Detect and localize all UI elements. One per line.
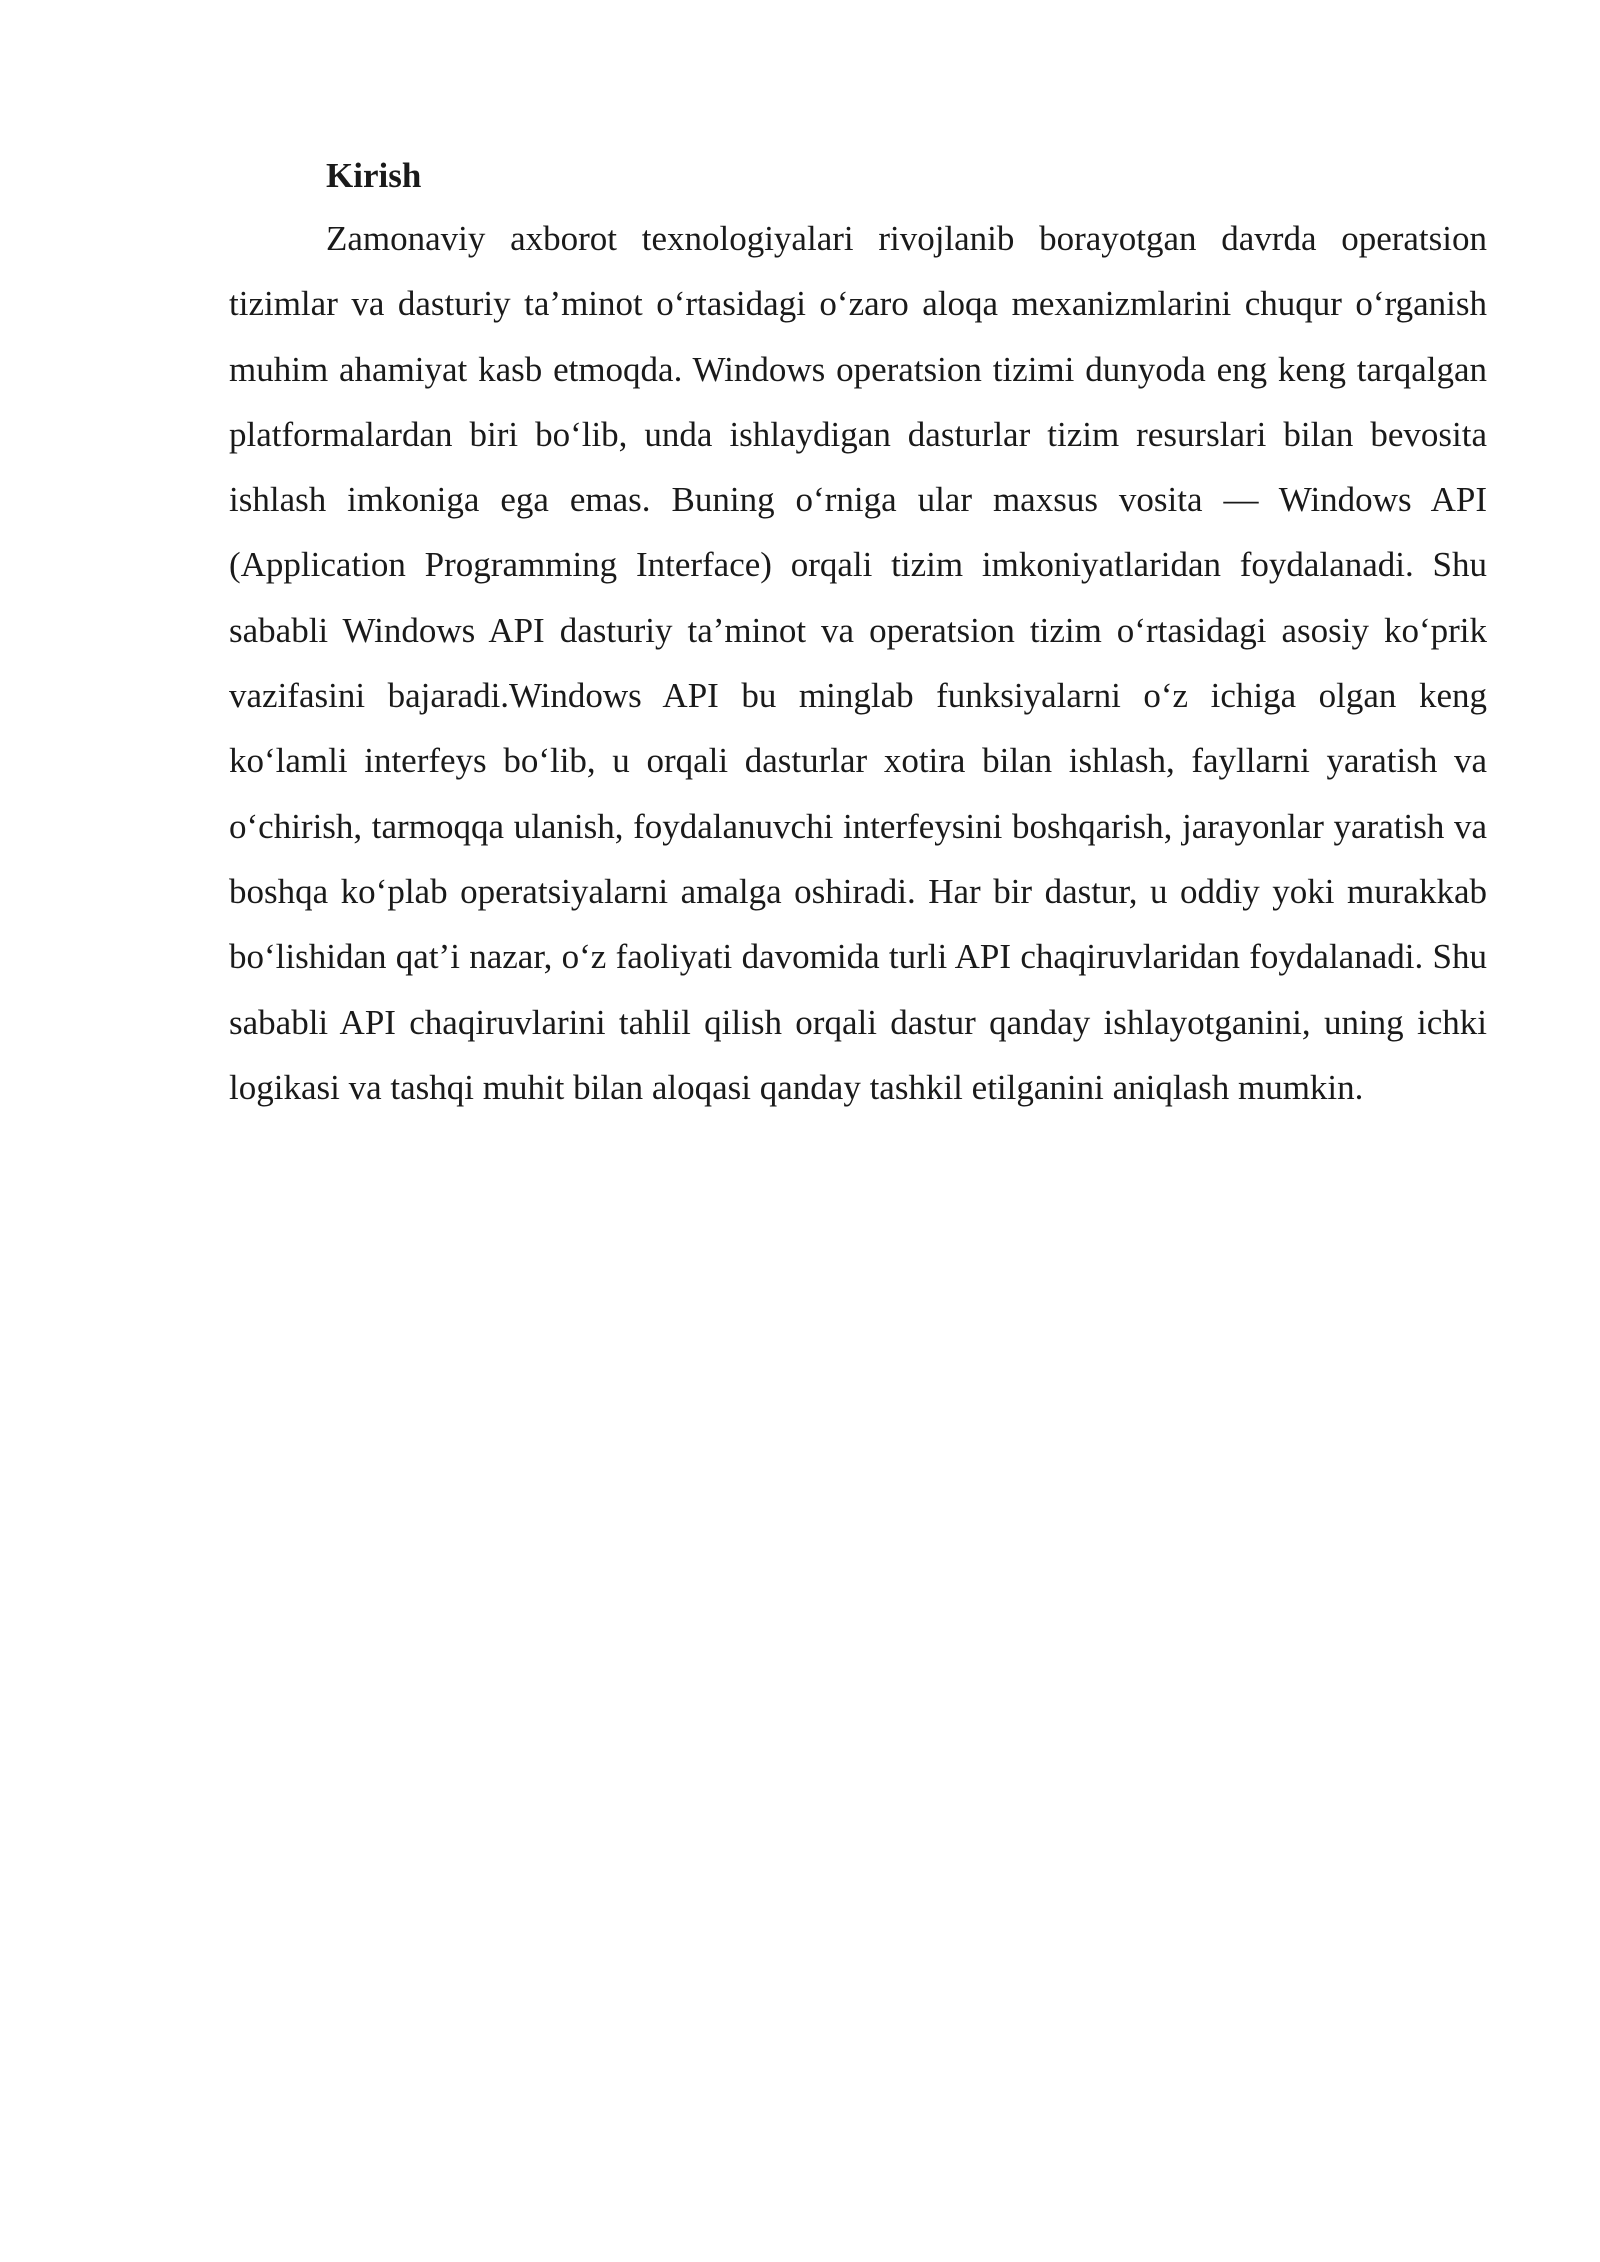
body-paragraph: Zamonaviy axborot texnologiyalari rivojlanib borayotgan davrda operatsion tizimlar va dasturiy ta’minot o‘rtasidagi o‘zaro aloqa mexanizmlarini chuqur o‘rganish muhim ahamiyat kasb etmoqda. Windows operatsion tizimi dunyoda eng keng tarqalgan platformalardan biri bo‘lib, unda ishlaydigan dasturlar tizim resurslari bilan bevosita ishlash imkoniga ega emas. Buning o‘rniga ular maxsus vosita — Windows API (Application Programming Interface) orqali tizim imkoniyatlaridan foydalanadi. Shu sababli Windows API dasturiy ta’minot va operatsion tizim o‘rtasidagi asosiy ko‘prik vazifasini bajaradi.Windows API bu minglab funksiyalarni o‘z ichiga olgan keng ko‘lamli interfeys bo‘lib, u orqali dasturlar xotira bilan ishlash, fayllarni yaratish va o‘chirish, tarmoqqa ulanish, foydalanuvchi interfeysini boshqarish, jarayonlar yaratish va boshqa ko‘plab operatsiyalarni amalga oshiradi. Har bir dastur, u oddiy yoki murakkab bo‘lishidan qat’i nazar, o‘z faoliyati davomida turli API chaqiruvlaridan foydalanadi. Shu sababli API chaqiruvlarini tahlil qilish orqali dastur qanday ishlayotganini, uning ichki logikasi va tashqi muhit bilan aloqasi qanday tashkil etilganini aniqlash mumkin. bbox=[229, 219, 1487, 1107]
document-body bbox=[229, 146, 1487, 1120]
section-heading: Kirish bbox=[326, 156, 422, 195]
